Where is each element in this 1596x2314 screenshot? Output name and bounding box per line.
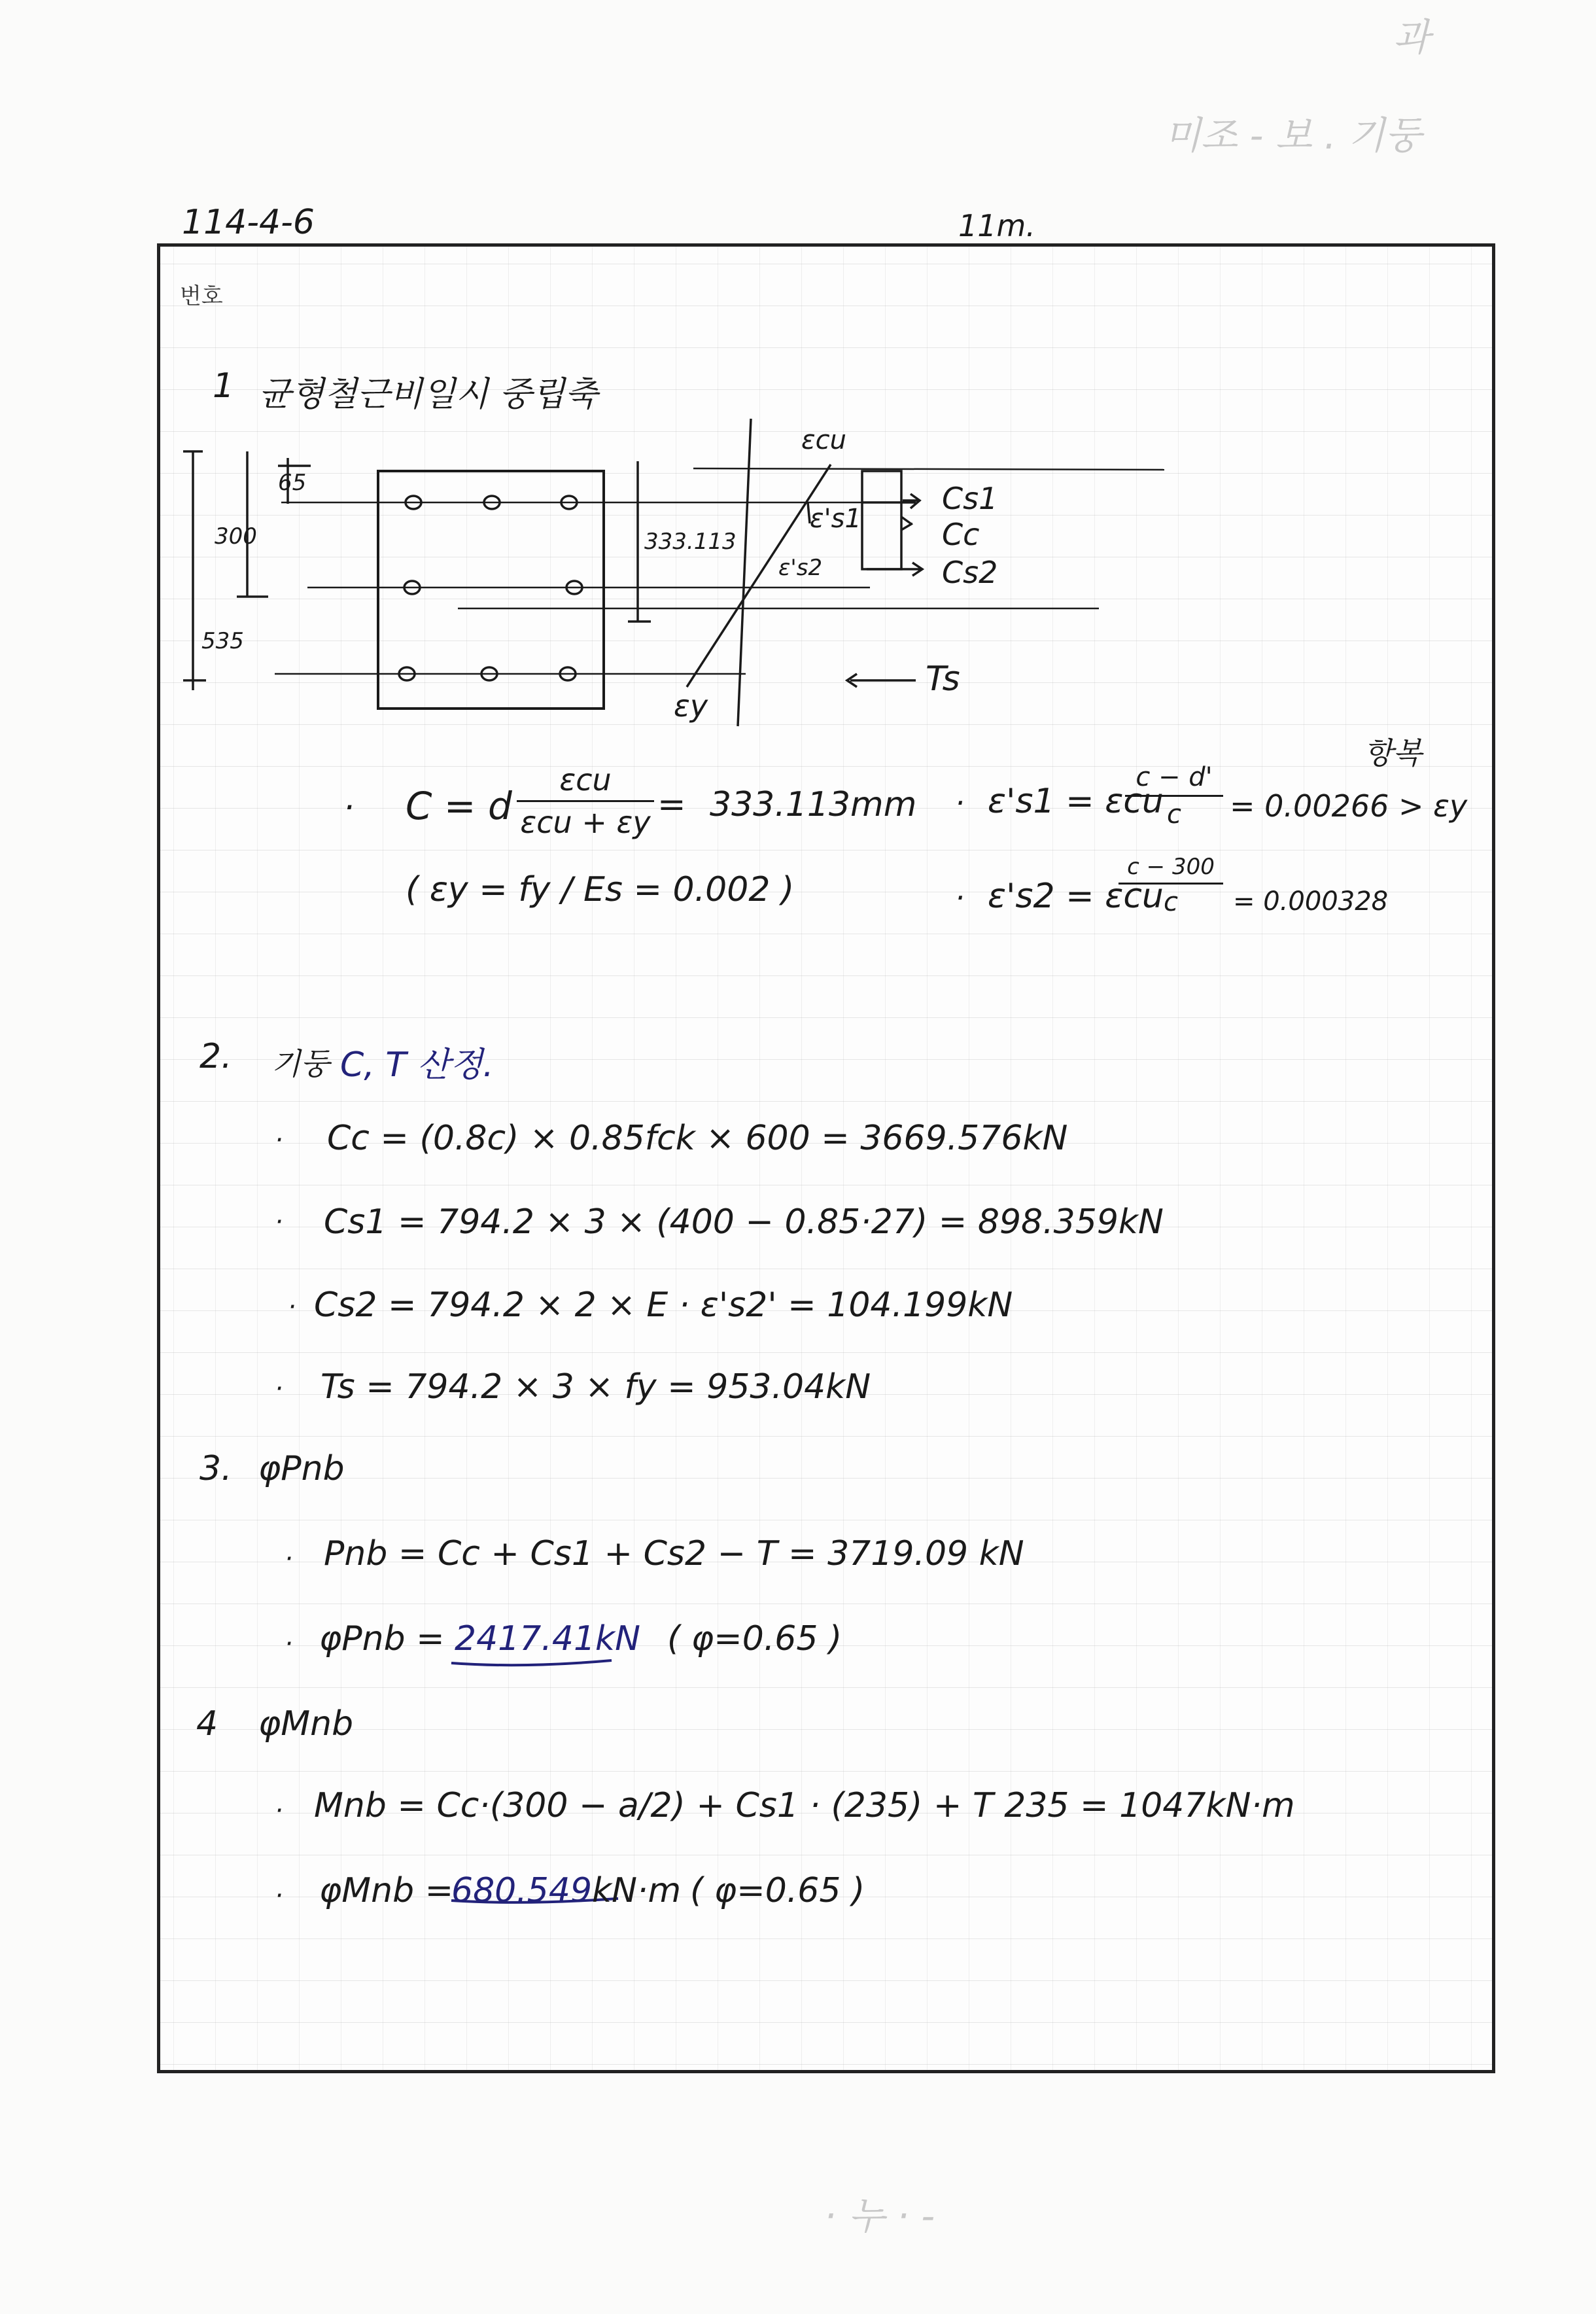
eq-c-result: 333.113mm (710, 785, 917, 824)
eq-phi-pnb-note: ( φ=0.65 ) (667, 1619, 842, 1658)
eq-ts: Ts = 794.2 × 3 × fy = 953.04kN (321, 1367, 871, 1407)
dim-d-prime: 65 (278, 470, 307, 496)
eq-phi-pnb-lhs: φPnb = (319, 1619, 445, 1658)
label-ey: εy (674, 688, 708, 724)
unit-note: 11m. (958, 208, 1035, 243)
label-cs1: Cs1 (942, 481, 998, 516)
label-cs2: Cs2 (942, 555, 998, 590)
eq-ey: ( εy = fy / Es = 0.002 ) (406, 870, 795, 909)
section3-number: 3. (200, 1449, 232, 1488)
yield-note: 항복 (1364, 735, 1422, 771)
eq-es1-result: = 0.00266 > εy (1230, 788, 1468, 824)
eq-phi-mnb-unit: kN·m (592, 1871, 682, 1910)
section3-title: φPnb (258, 1449, 345, 1488)
eq-es2-result: = 0.000328 (1233, 886, 1389, 917)
dim-c: 333.113 (644, 529, 737, 555)
faint-footer: · 누 · - (824, 2194, 935, 2238)
section1-title: 균형철근비일시 중립축 (258, 375, 598, 414)
eq-es1-lhs: ε's1 = εcu (988, 782, 1164, 821)
dim-535: 535 (201, 628, 244, 654)
faint-note-title: 미조 - 보 . 기둥 (1164, 113, 1422, 158)
label-cc: Cc (942, 517, 980, 552)
eq-mnb: Mnb = Cc·(300 − a/2) + Cs1 · (235) + T 235 = 1047kN·m (314, 1786, 1295, 1825)
dim-300: 300 (215, 523, 257, 550)
label-es2: ε's2 (778, 555, 823, 581)
section1-number: 1 (213, 366, 235, 406)
section4-number: 4 (196, 1704, 218, 1744)
section4-title: φMnb (258, 1704, 354, 1744)
eq-c-fraction: εcu εcu + εy (517, 762, 654, 840)
section2-number: 2. (200, 1037, 232, 1076)
label-es1: ε's1 (810, 504, 861, 534)
label-ecu: εcu (801, 425, 846, 455)
eq-phi-mnb-note: ( φ=0.65 ) (690, 1871, 865, 1910)
label-ts: Ts (926, 659, 960, 699)
number-label: 번호 (180, 283, 223, 309)
eq-es2-lhs: ε's2 = εcu (988, 877, 1164, 916)
problem-number: 114-4-6 (182, 203, 315, 242)
eq-phi-mnb-value: 680.549 (451, 1871, 593, 1910)
eq-es1-fraction: c − d' c (1125, 762, 1223, 830)
eq-es2-fraction: c − 300 c (1119, 854, 1223, 917)
eq-c-equals: = (657, 785, 686, 824)
eq-cc: Cc = (0.8c) × 0.85fck × 600 = 3669.576kN (327, 1119, 1068, 1158)
section2-title-kr: 기둥 (271, 1046, 330, 1081)
eq-c-lhs: C = d (406, 784, 512, 828)
eq-pnb: Pnb = Cc + Cs1 + Cs2 − T = 3719.09 kN (324, 1534, 1024, 1573)
eq-cs2: Cs2 = 794.2 × 2 × E · ε's2' = 104.199kN (314, 1286, 1013, 1325)
faint-note-top: 과 (1393, 15, 1431, 60)
eq-cs1: Cs1 = 794.2 × 3 × (400 − 0.85·27) = 898.359kN (324, 1202, 1164, 1242)
eq-phi-mnb-lhs: φMnb = (319, 1871, 454, 1910)
section2-title-ct: C, T 산정. (340, 1045, 494, 1085)
eq-phi-pnb-value: 2417.41kN (455, 1619, 641, 1658)
